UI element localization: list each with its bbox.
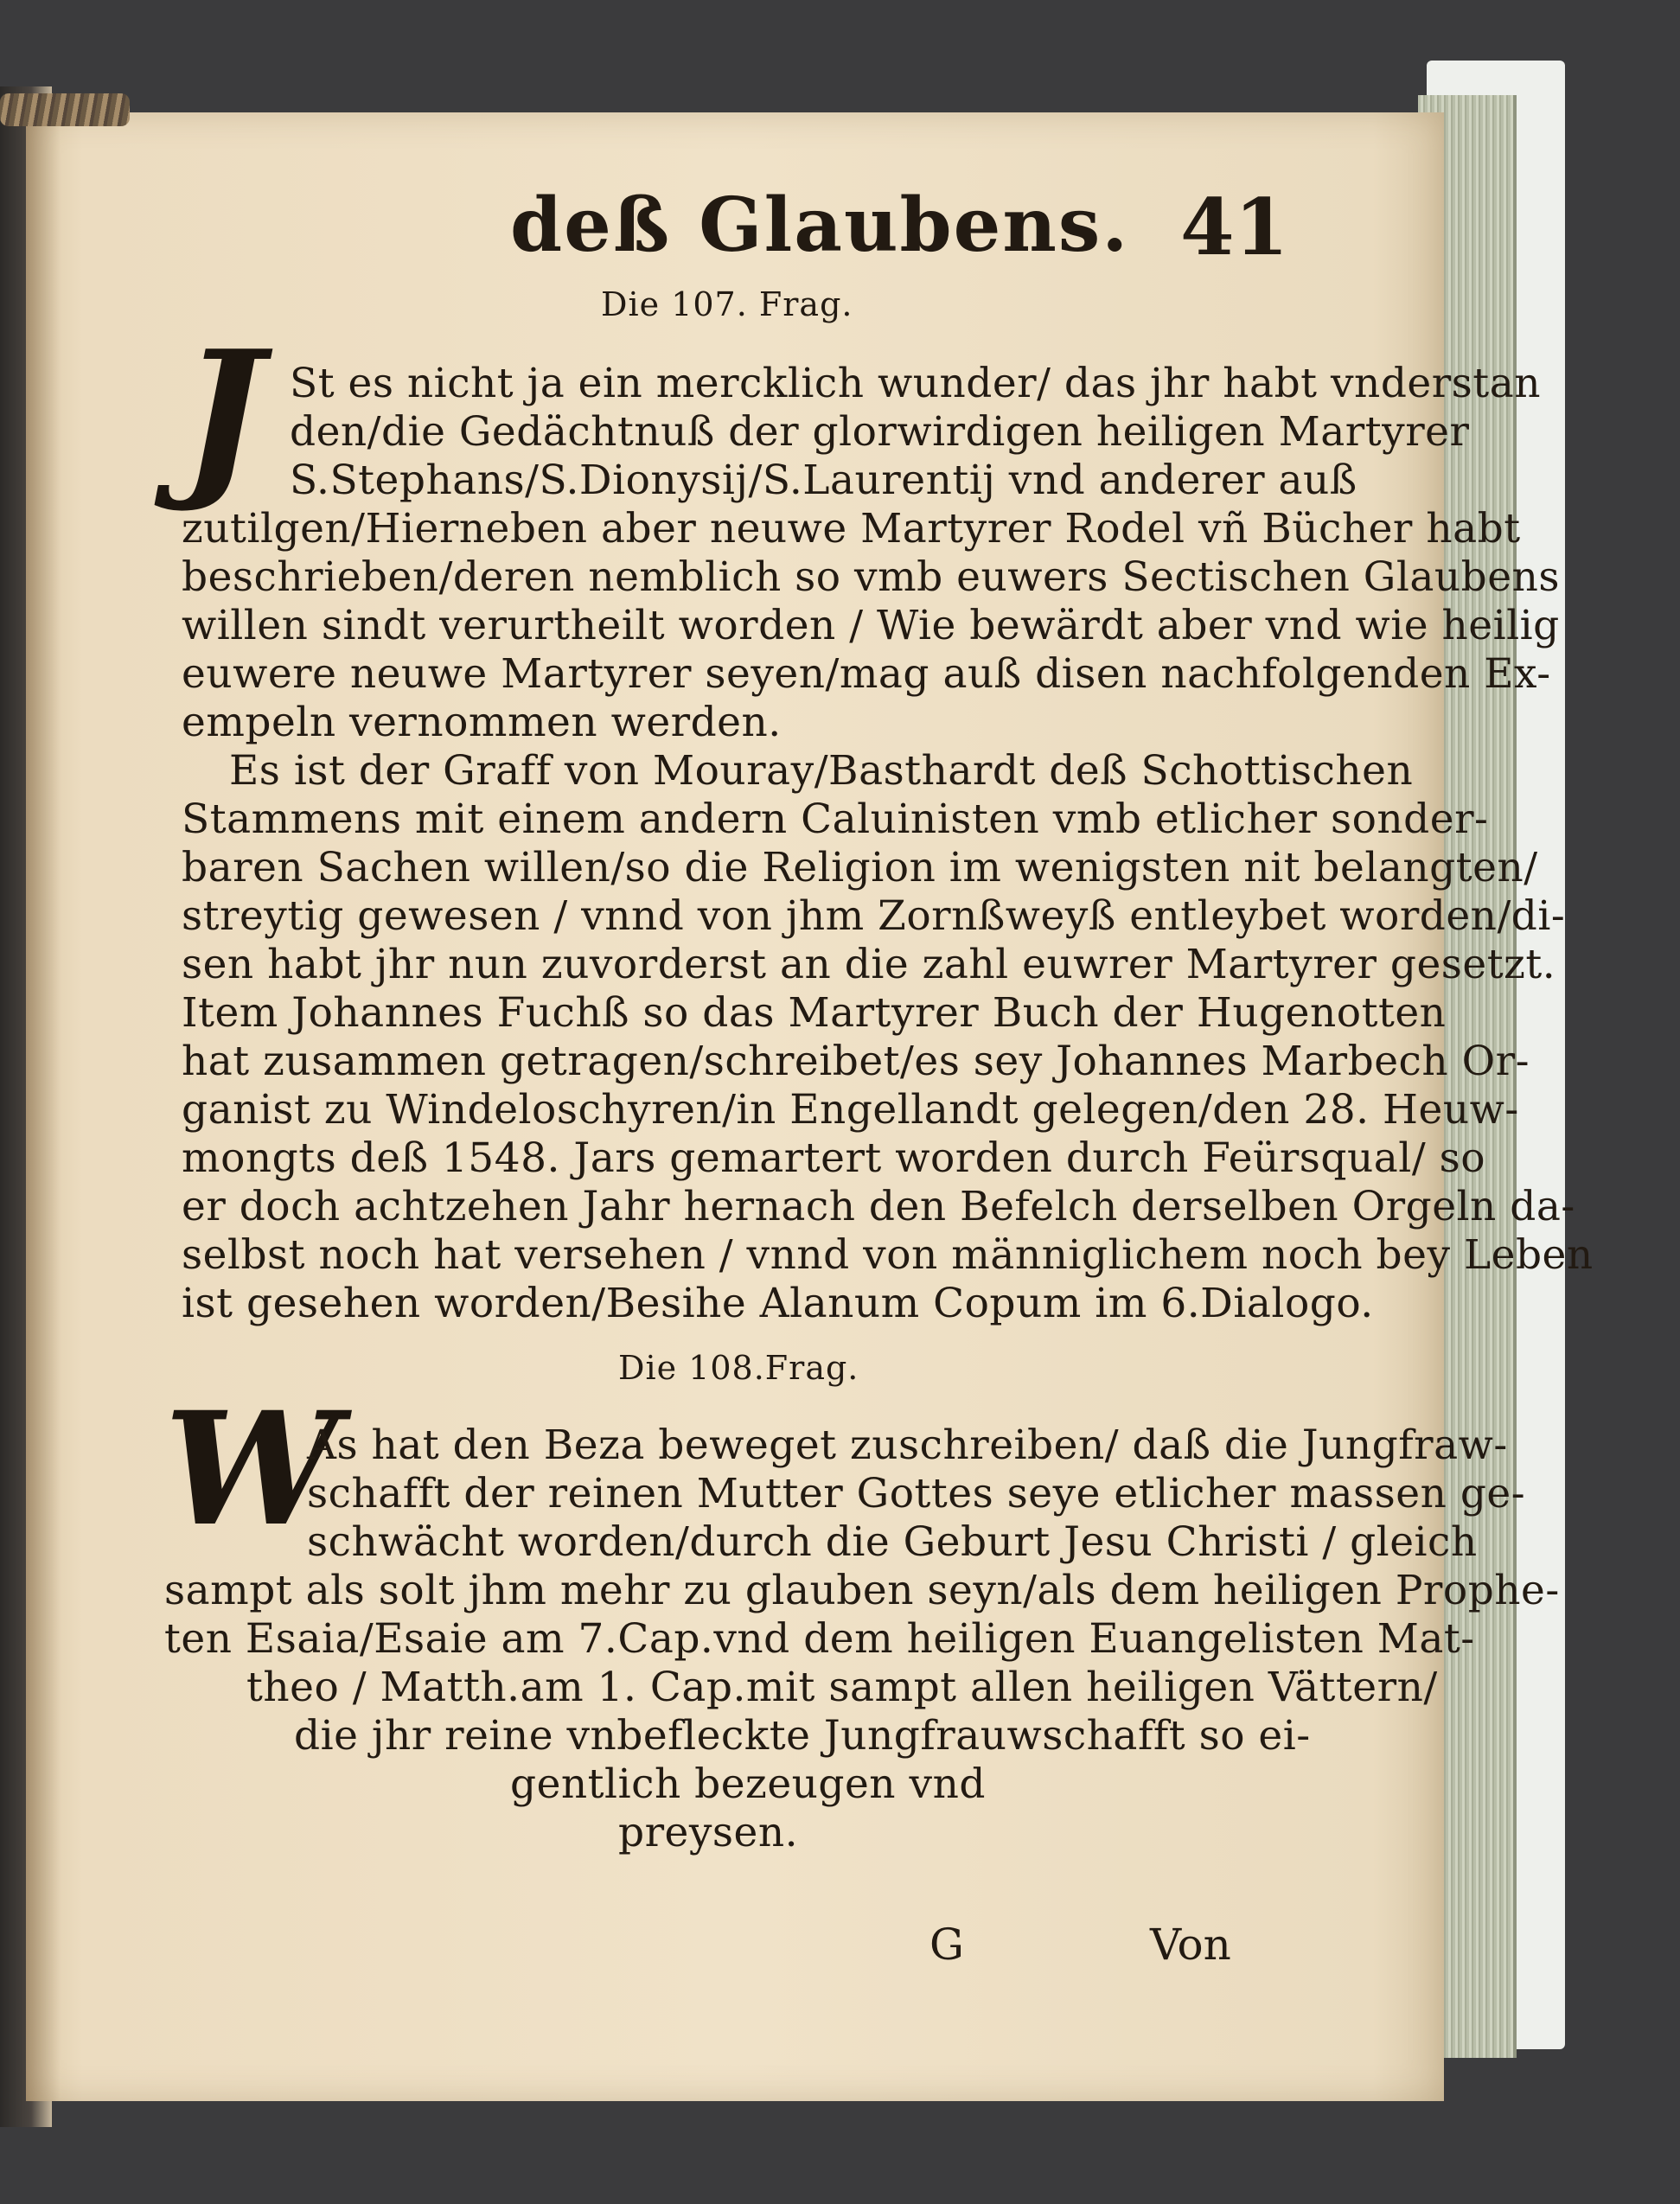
decorated-initial-j: J [182, 313, 264, 516]
question-107-heading: Die 107. Frag. [601, 285, 853, 323]
text-line: selbst noch hat versehen / vnnd von männiglichem noch bey Leben [182, 1231, 1594, 1279]
text-line: willen sindt verurtheilt worden / Wie bewärdt aber vnd wie heilig [182, 602, 1560, 649]
catchword: Von [1150, 1920, 1231, 1970]
text-line: streytig gewesen / vnnd von jhm Zornßweyß entleybet worden/di- [182, 892, 1566, 940]
text-line: ten Esaia/Esaie am 7.Cap.vnd dem heiligen Euangelisten Mat- [164, 1615, 1475, 1663]
text-line: Stammens mit einem andern Caluinisten vmb etlicher sonder- [182, 795, 1489, 843]
text-line: mongts deß 1548. Jars gemartert worden durch Feürsqual/ so [182, 1134, 1486, 1182]
gutter-shadow [26, 112, 61, 2101]
binding-cord [0, 93, 130, 126]
text-line: gentlich bezeugen vnd [510, 1760, 986, 1808]
text-line: As hat den Beza beweget zuschreiben/ daß die Jungfraw- [307, 1421, 1508, 1469]
book-page [26, 112, 1594, 2101]
text-line: preysen. [618, 1809, 799, 1856]
text-line: zutilgen/Hierneben aber neuwe Martyrer Rodel vñ Bücher habt [182, 505, 1521, 553]
decorated-initial-w: W [164, 1378, 340, 1561]
text-line: hat zusammen getragen/schreibet/es sey Johannes Marbech Or- [182, 1038, 1530, 1085]
text-line: Item Johannes Fuchß so das Martyrer Buch der Hugenotten [182, 989, 1447, 1037]
running-head: deß Glaubens. [510, 182, 1130, 269]
text-line: er doch achtzehen Jahr hernach den Befelch derselben Orgeln da- [182, 1183, 1575, 1230]
text-line: S.Stephans/S.Dionysij/S.Laurentij vnd anderer auß [290, 457, 1357, 504]
question-108-heading: Die 108.Frag. [618, 1349, 859, 1387]
text-line: ist gesehen worden/Besihe Alanum Copum im 6.Dialogo. [182, 1280, 1374, 1327]
page-number: 41 [1180, 182, 1289, 273]
text-line: theo / Matth.am 1. Cap.mit sampt allen heiligen Vättern/ [246, 1664, 1438, 1711]
text-line: empeln vernommen werden. [182, 699, 782, 746]
text-line: sampt als solt jhm mehr zu glauben seyn/als dem heiligen Prophe- [164, 1567, 1560, 1614]
text-line: schwächt worden/durch die Geburt Jesu Christi / gleich [307, 1518, 1478, 1566]
signature-mark: G [929, 1920, 964, 1970]
text-line: beschrieben/deren nemblich so vmb euwers Sectischen Glaubens [182, 553, 1560, 601]
text-line: die jhr reine vnbefleckte Jungfrauwschafft so ei- [294, 1712, 1311, 1760]
text-line: den/die Gedächtnuß der glorwirdigen heiligen Martyrer [290, 408, 1470, 456]
text-line: sen habt jhr nun zuvorderst an die zahl euwrer Martyrer gesetzt. [182, 941, 1556, 988]
text-line: ganist zu Windeloschyren/in Engellandt gelegen/den 28. Heuw- [182, 1086, 1519, 1134]
text-line: Es ist der Graff von Mouray/Basthardt deß Schottischen [229, 747, 1414, 795]
text-line: euwere neuwe Martyrer seyen/mag auß disen nachfolgenden Ex- [182, 650, 1551, 698]
text-line: schafft der reinen Mutter Gottes seye etlicher massen ge- [307, 1470, 1526, 1517]
text-line: baren Sachen willen/so die Religion im wenigsten nit belangten/ [182, 844, 1538, 891]
text-line: St es nicht ja ein mercklich wunder/ das jhr habt vnderstan [290, 360, 1541, 407]
